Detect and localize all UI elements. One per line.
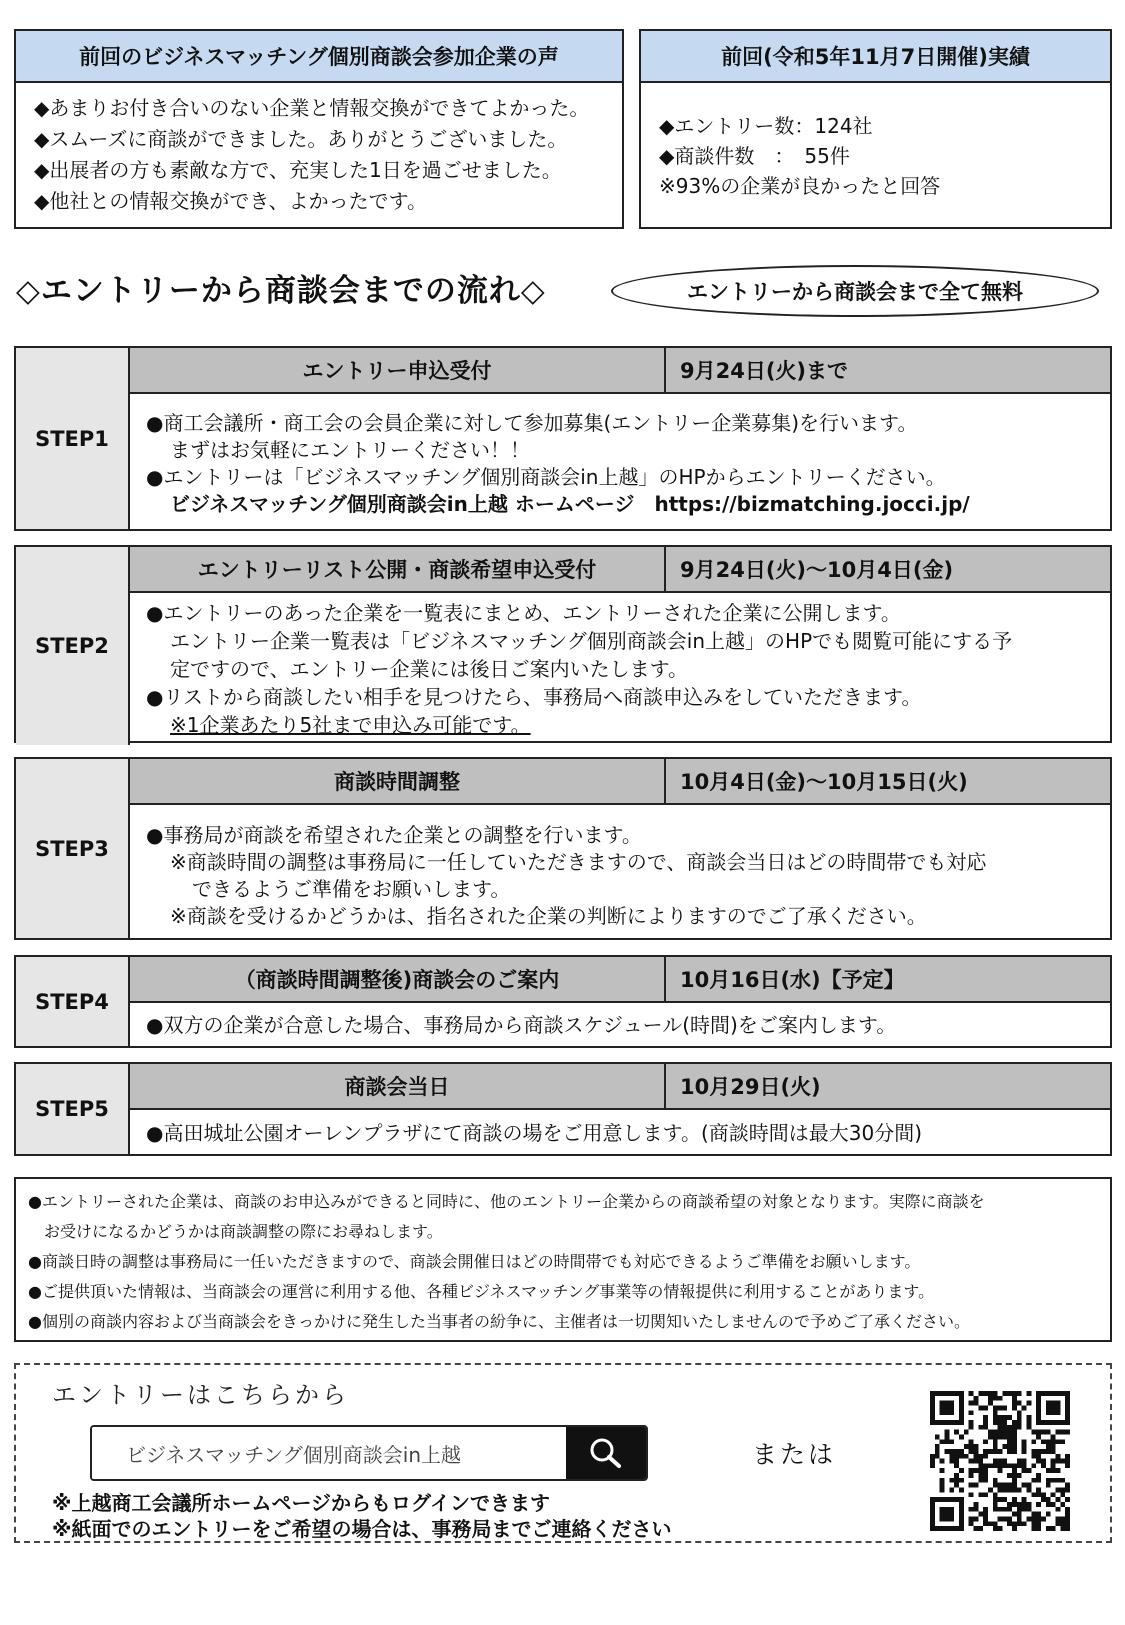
step-1 (14, 346, 1112, 531)
homepage-link[interactable]: ビジネスマッチング個別商談会in上越 ホームページ https://bizmatching.jocci.jp/ (170, 491, 970, 516)
step-label: STEP4 (16, 957, 130, 1046)
step-line: ※商談時間の調整は事務局に一任していただきますので、商談会当日はどの時間帯でも対応 (170, 849, 987, 874)
result-item: ◆商談件数 ： 55件 (659, 144, 850, 168)
step-title: エントリー申込受付 (130, 348, 666, 394)
step-3 (14, 757, 1112, 940)
entry-note: ※上越商工会議所ホームページからもログインできます (52, 1491, 551, 1515)
search-icon (586, 1436, 626, 1470)
entry-note: ※紙面でのエントリーをご希望の場合は、事務局までご連絡ください (52, 1517, 672, 1541)
step-date: 10月29日(火) (666, 1064, 1110, 1110)
step-line: ●高田城址公園オーレンプラザにて商談の場をご用意します。(商談時間は最大30分間) (146, 1120, 923, 1145)
step-label: STEP5 (16, 1064, 130, 1154)
results-title: 前回(令和5年11月7日開催)実績 (641, 31, 1110, 83)
step-line: エントリー企業一覧表は「ビジネスマッチング個別商談会in上越」のHPでも閲覧可能にする予 (170, 629, 1013, 653)
step-line: 定ですので、エントリー企業には後日ご案内いたします。 (170, 657, 688, 681)
voice-item: ◆あまりお付き合いのない企業と情報交換ができてよかった。 (34, 96, 590, 120)
qr-code-icon[interactable] (928, 1391, 1072, 1531)
step-2 (14, 545, 1112, 743)
step-label: STEP2 (16, 547, 130, 745)
search-bar (90, 1425, 648, 1481)
step-line: ●エントリーのあった企業を一覧表にまとめ、エントリーされた企業に公開します。 (146, 601, 901, 625)
step-line: まずはお気軽にエントリーください！！ (170, 437, 530, 462)
voices-title: 前回のビジネスマッチング個別商談会参加企業の声 (16, 31, 622, 83)
step-line: ●双方の企業が合意した場合、事務局から商談スケジュール(時間)をご案内します。 (146, 1013, 897, 1037)
step-title: 商談時間調整 (130, 759, 666, 805)
step-5 (14, 1062, 1112, 1156)
step-line: ※商談を受けるかどうかは、指名された企業の判断によりますのでご了承ください。 (170, 903, 927, 928)
step-line: ●エントリーは「ビジネスマッチング個別商談会in上越」のHPからエントリーください。 (146, 464, 946, 489)
step-date: 9月24日(火)～10月4日(金) (666, 547, 1110, 593)
search-input[interactable] (92, 1427, 566, 1479)
step-body (130, 1112, 1110, 1155)
note-line: ●エントリーされた企業は、商談のお申込みができると同時に、他のエントリー企業からの商談希望の対象となります。実際に商談を (28, 1192, 985, 1211)
free-badge: エントリーから商談会まで全て無料 (611, 265, 1099, 317)
voice-item: ◆スムーズに商談ができました。ありがとうございました。 (34, 127, 568, 151)
step-date: 10月16日(水)【予定】 (666, 957, 1110, 1003)
step-body (130, 593, 1110, 745)
result-item: ※93%の企業が良かったと回答 (659, 174, 941, 198)
step-label: STEP1 (16, 348, 130, 529)
note-line: ●個別の商談内容および当商談会をきっかけに発生した当事者の紛争に、主催者は一切関知いたしませんので予めご了承ください。 (28, 1312, 970, 1331)
step-date: 9月24日(火)まで (666, 348, 1110, 394)
step-line: できるようご準備をお願いします。 (192, 876, 511, 901)
notes-box (14, 1177, 1112, 1342)
step-date: 10月4日(金)～10月15日(火) (666, 759, 1110, 805)
voice-item: ◆出展者の方も素敵な方で、充実した1日を過ごせました。 (34, 158, 562, 182)
entry-heading: エントリーはこちらから (52, 1381, 349, 1409)
results-list (641, 83, 1110, 211)
step-body (130, 808, 1110, 939)
note-line: ●ご提供頂いた情報は、当商談会の運営に利用する他、各種ビジネスマッチング事業等の情報提供に利用することがあります。 (28, 1282, 935, 1301)
step-title: 商談会当日 (130, 1064, 666, 1110)
voices-list (16, 83, 622, 227)
result-item: ◆エントリー数：124社 (659, 114, 873, 138)
note-line: お受けになるかどうかは商談調整の際にお尋ねします。 (44, 1222, 443, 1241)
entry-box (14, 1363, 1112, 1543)
step-title: エントリーリスト公開・商談希望申込受付 (130, 547, 666, 593)
step-line: ●リストから商談したい相手を見つけたら、事務局へ商談申込みをしていただきます。 (146, 685, 922, 709)
results-box (639, 29, 1112, 229)
voices-box (14, 29, 624, 229)
search-button[interactable] (566, 1427, 646, 1479)
step-4 (14, 955, 1112, 1048)
step-line: ※1企業あたり5社まで申込み可能です。 (170, 713, 531, 737)
voice-item: ◆他社との情報交換ができ、よかったです。 (34, 189, 427, 213)
step-body (130, 400, 1110, 530)
step-line: ●事務局が商談を希望された企業との調整を行います。 (146, 822, 642, 847)
note-line: ●商談日時の調整は事務局に一任いただきますので、商談会開催日はどの時間帯でも対応できるようご準備をお願いします。 (28, 1252, 921, 1271)
step-title: （商談時間調整後)商談会のご案内 (130, 957, 666, 1003)
step-body (130, 1004, 1110, 1046)
step-line: ●商工会議所・商工会の会員企業に対して参加募集(エントリー企業募集)を行います。 (146, 410, 918, 435)
flow-title: ◇エントリーから商談会までの流れ◇ (16, 273, 546, 309)
or-text: または (752, 1440, 837, 1469)
step-label: STEP3 (16, 759, 130, 938)
